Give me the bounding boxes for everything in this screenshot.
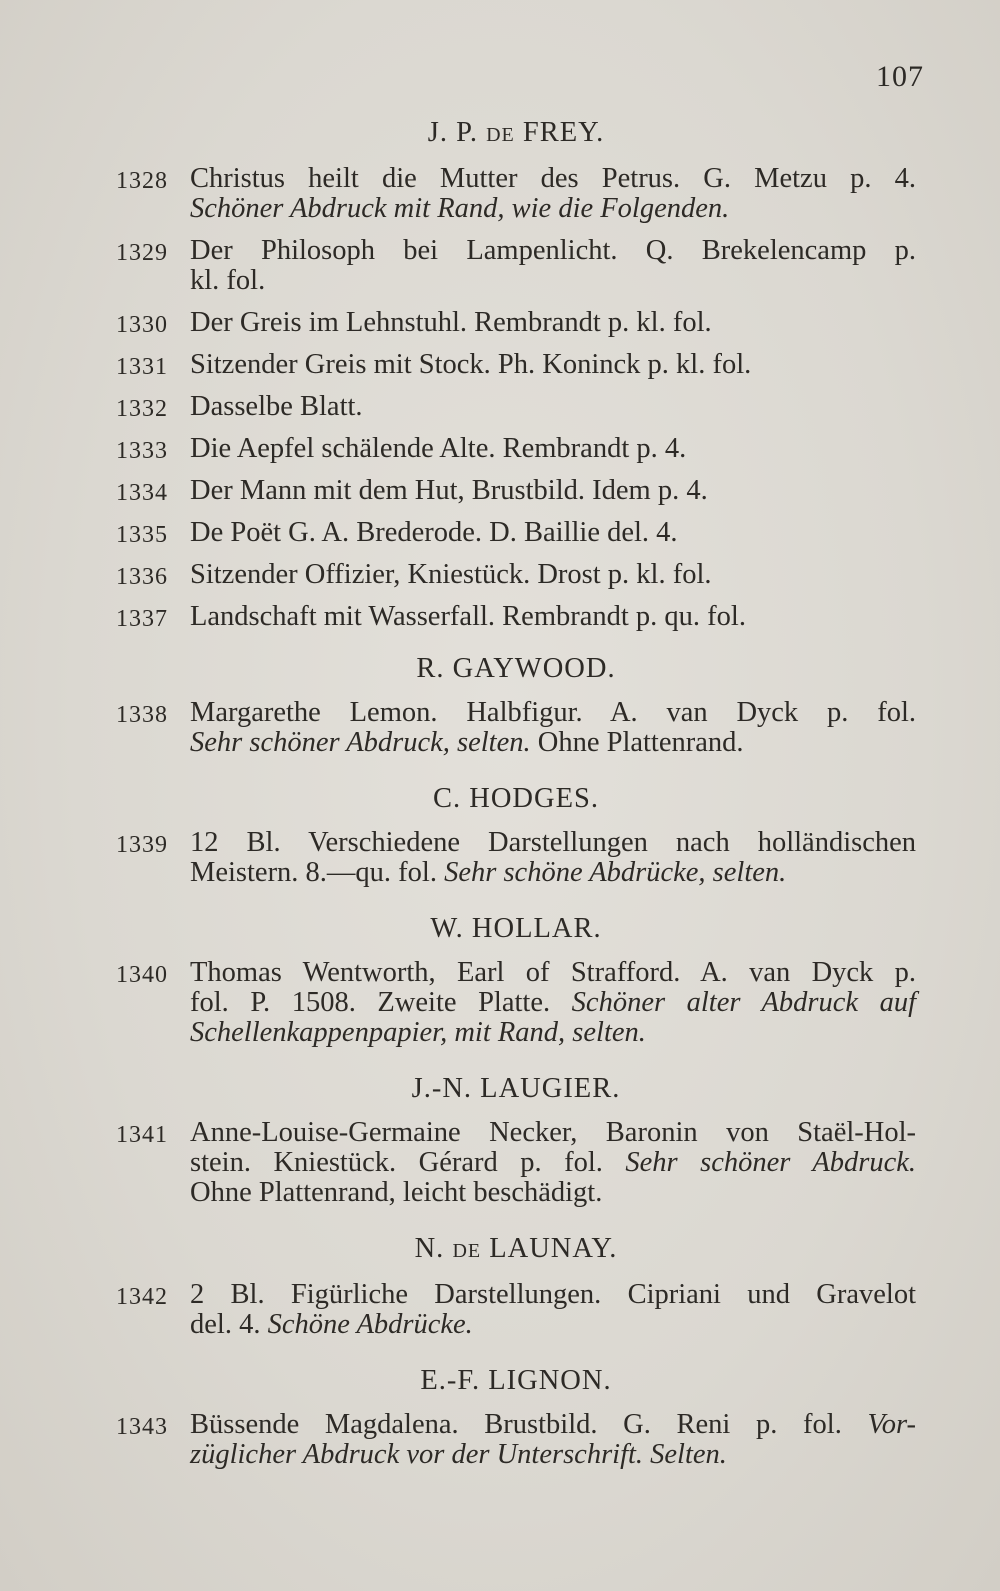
catalogue-content: [116, 118, 916, 1470]
catalogue-entry-1328: [116, 164, 916, 224]
entry-number: 1337: [116, 606, 168, 632]
entry-text: Der Mann mit dem Hut, Brustbild. Idem p. 4.: [190, 475, 708, 506]
entry-text: Christus heilt die Mutter des Petrus. G. Metzu p. 4.: [190, 163, 916, 194]
catalogue-entry-1332: [116, 392, 916, 422]
entry-number: 1338: [116, 702, 168, 728]
catalogue-entry-1340: [116, 958, 916, 1048]
heading-text: FREY.: [522, 117, 605, 148]
entry-number: 1335: [116, 522, 168, 548]
entry-text: Dasselbe Blatt.: [190, 391, 363, 422]
entry-text: 12 Bl. Verschiedene Darstellungen nach holländischen: [190, 827, 916, 858]
catalogue-entry-1334: [116, 476, 916, 506]
entry-text: Anne-Louise-Germaine Necker, Baronin von Staël-Hol-: [190, 1117, 916, 1148]
artist-heading-launay: [116, 1234, 916, 1266]
heading-small-caps: DE: [486, 124, 515, 146]
artist-heading-hollar: W. HOLLAR.: [430, 913, 602, 944]
entry-number: 1336: [116, 564, 168, 590]
entry-number: 1330: [116, 312, 168, 338]
entry-note: Sehr schöner Abdruck, selten.: [190, 727, 531, 758]
heading-small-caps: DE: [452, 1240, 482, 1262]
catalogue-entry-1329: [116, 236, 916, 296]
entry-text: Sitzender Greis mit Stock. Ph. Koninck p. kl. fol.: [190, 349, 752, 380]
entry-number: 1332: [116, 396, 168, 422]
entry-text: Der Greis im Lehnstuhl. Rembrandt p. kl. fol.: [190, 307, 712, 338]
artist-heading-hodges: C. HODGES.: [433, 783, 599, 814]
entry-note: züglicher Abdruck vor der Unterschrift. Selten.: [190, 1439, 727, 1470]
entry-number: 1329: [116, 240, 168, 266]
entry-number: 1341: [116, 1122, 168, 1148]
heading-text: N.: [414, 1233, 445, 1264]
entry-note: Schöner alter Abdruck auf: [571, 987, 917, 1018]
entry-note: Schöne Abdrücke.: [267, 1309, 473, 1340]
catalogue-entry-1331: [116, 350, 916, 380]
entry-text: Thomas Wentworth, Earl of Strafford. A. van Dyck p.: [190, 957, 916, 988]
catalogue-entry-1330: [116, 308, 916, 338]
artist-heading-frey: [116, 118, 916, 150]
entry-text: Büssende Magdalena. Brustbild. G. Reni p. fol.: [190, 1409, 842, 1440]
artist-heading-gaywood: R. GAYWOOD.: [416, 653, 616, 684]
entry-note: Schöner Abdruck mit Rand, wie die Folgenden.: [190, 193, 730, 224]
catalogue-entry-1336: [116, 560, 916, 590]
page-number: 107: [876, 60, 924, 93]
entry-note: Sehr schöner Abdruck.: [625, 1147, 916, 1178]
entry-text: kl. fol.: [190, 265, 266, 296]
catalogue-entry-1337: [116, 602, 916, 632]
heading-text: J. P.: [427, 117, 478, 148]
entry-number: 1342: [116, 1284, 168, 1310]
entry-text: De Poët G. A. Brederode. D. Baillie del. 4.: [190, 517, 678, 548]
catalogue-entry-1342: [116, 1280, 916, 1340]
entry-text: Sitzender Offizier, Kniestück. Drost p. kl. fol.: [190, 559, 712, 590]
entry-text: 2 Bl. Figürliche Darstellungen. Cipriani und Gravelot: [190, 1279, 916, 1310]
catalogue-entry-1343: [116, 1410, 916, 1470]
entry-number: 1333: [116, 438, 168, 464]
entry-note: Vor-: [867, 1409, 916, 1440]
catalogue-entry-1335: [116, 518, 916, 548]
entry-number: 1340: [116, 962, 168, 988]
catalogue-entry-1341: [116, 1118, 916, 1208]
artist-heading-laugier: J.-N. LAUGIER.: [411, 1073, 621, 1104]
catalogue-entry-1338: [116, 698, 916, 758]
entry-number: 1334: [116, 480, 168, 506]
heading-text: LAUNAY.: [489, 1233, 618, 1264]
entry-number: 1339: [116, 832, 168, 858]
entry-text: del. 4.: [190, 1309, 261, 1340]
entry-number: 1343: [116, 1414, 168, 1440]
entry-note: Sehr schöne Abdrücke, selten.: [444, 857, 787, 888]
entry-text: Der Philosoph bei Lampenlicht. Q. Brekelencamp p.: [190, 235, 916, 266]
entry-text: Meistern. 8.—qu. fol.: [190, 857, 437, 888]
catalogue-entry-1339: [116, 828, 916, 888]
entry-number: 1328: [116, 168, 168, 194]
entry-text: Ohne Plattenrand.: [537, 727, 744, 758]
entry-text: Landschaft mit Wasserfall. Rembrandt p. qu. fol.: [190, 601, 746, 632]
entry-text: Die Aepfel schälende Alte. Rembrandt p. 4.: [190, 433, 687, 464]
entry-text: Margarethe Lemon. Halbfigur. A. van Dyck p. fol.: [190, 697, 916, 728]
entry-text: stein. Kniestück. Gérard p. fol.: [190, 1147, 603, 1178]
artist-heading-lignon: E.-F. LIGNON.: [420, 1365, 612, 1396]
entry-number: 1331: [116, 354, 168, 380]
catalogue-entry-1333: [116, 434, 916, 464]
entry-note: Schellenkappenpapier, mit Rand, selten.: [190, 1017, 646, 1048]
entry-text: fol. P. 1508. Zweite Platte.: [190, 987, 551, 1018]
entry-text: Ohne Plattenrand, leicht beschädigt.: [190, 1177, 603, 1208]
